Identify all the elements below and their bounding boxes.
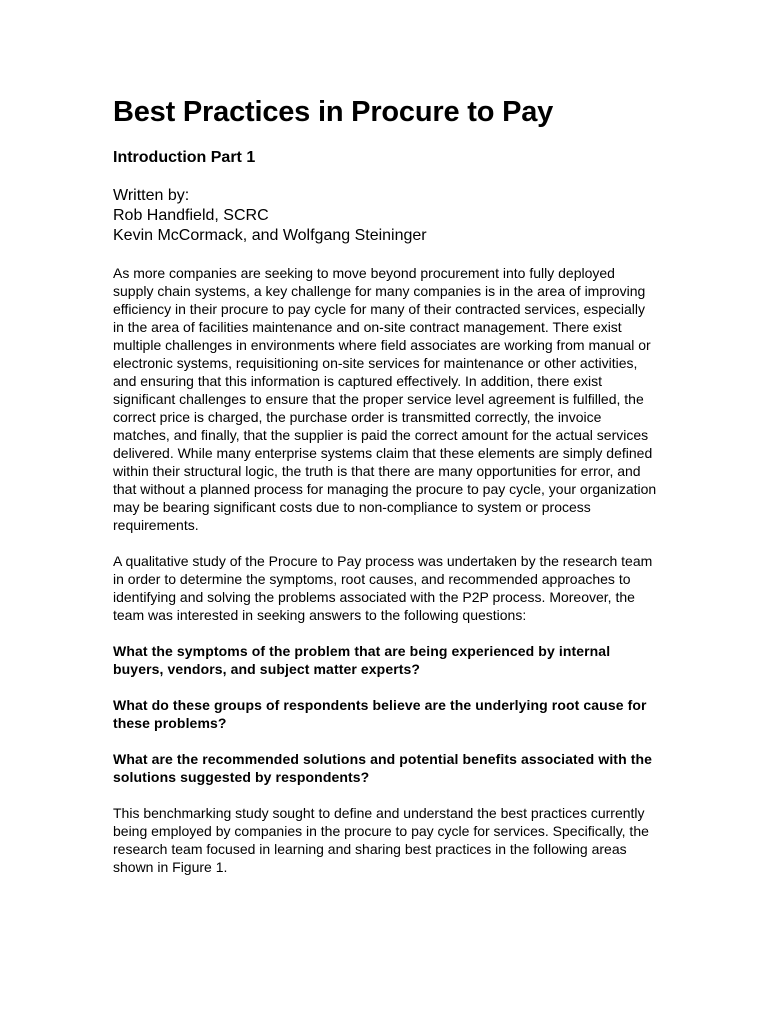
closing-paragraph: This benchmarking study sought to define and understand the best practices currently being employed by companies in the procure to pay cycle for services. Specifically, the research team focused in learning and sharing best practices in the following areas shown in Figure 1. [113, 805, 649, 875]
document-title: Best Practices in Procure to Pay [113, 96, 554, 128]
author-line: Kevin McCormack, and Wolfgang Steininger [113, 227, 427, 244]
document-subtitle: Introduction Part 1 [113, 149, 256, 166]
research-question: What do these groups of respondents believe are the underlying root cause for these problems? [113, 697, 647, 731]
body-paragraph: A qualitative study of the Procure to Pay process was undertaken by the research team in order to determine the symptoms, root causes, and recommended approaches to identifying and solving the problems associated with the P2P process. Moreover, the team was interested in seeking answers to the following questions: [113, 553, 653, 623]
research-question: What are the recommended solutions and potential benefits associated with the solutions suggested by respondents? [113, 751, 653, 785]
author-line: Rob Handfield, SCRC [113, 207, 269, 224]
body-paragraph: As more companies are seeking to move beyond procurement into fully deployed supply chain systems, a key challenge for many companies is in the area of improving efficiency in their procure to pay cycle for many of their contracted services, especially in the area of facilities maintenance and on-site contract management. There exist multiple challenges in environments where field associates are working from manual or electronic systems, requisitioning on-site services for maintenance or other activities, and ensuring that this information is captured effectively. In addition, there exist significant challenges to ensure that the proper service level agreement is fulfilled, the correct price is charged, the purchase order is transmitted correctly, the invoice matches, and finally, that the supplier is paid the correct amount for the actual services delivered. While many enterprise systems claim that these elements are simply defined within their structural logic, the truth is that there are many opportunities for error, and that without a planned process for managing the procure to pay cycle, your organization may be bearing significant costs due to non-compliance to system or process requirements. [113, 265, 657, 533]
author-block [113, 186, 658, 246]
research-question: What the symptoms of the problem that are being experienced by internal buyers, vendors, and subject matter experts? [113, 643, 611, 677]
written-by-label: Written by: [113, 187, 190, 204]
document-page [113, 92, 658, 876]
